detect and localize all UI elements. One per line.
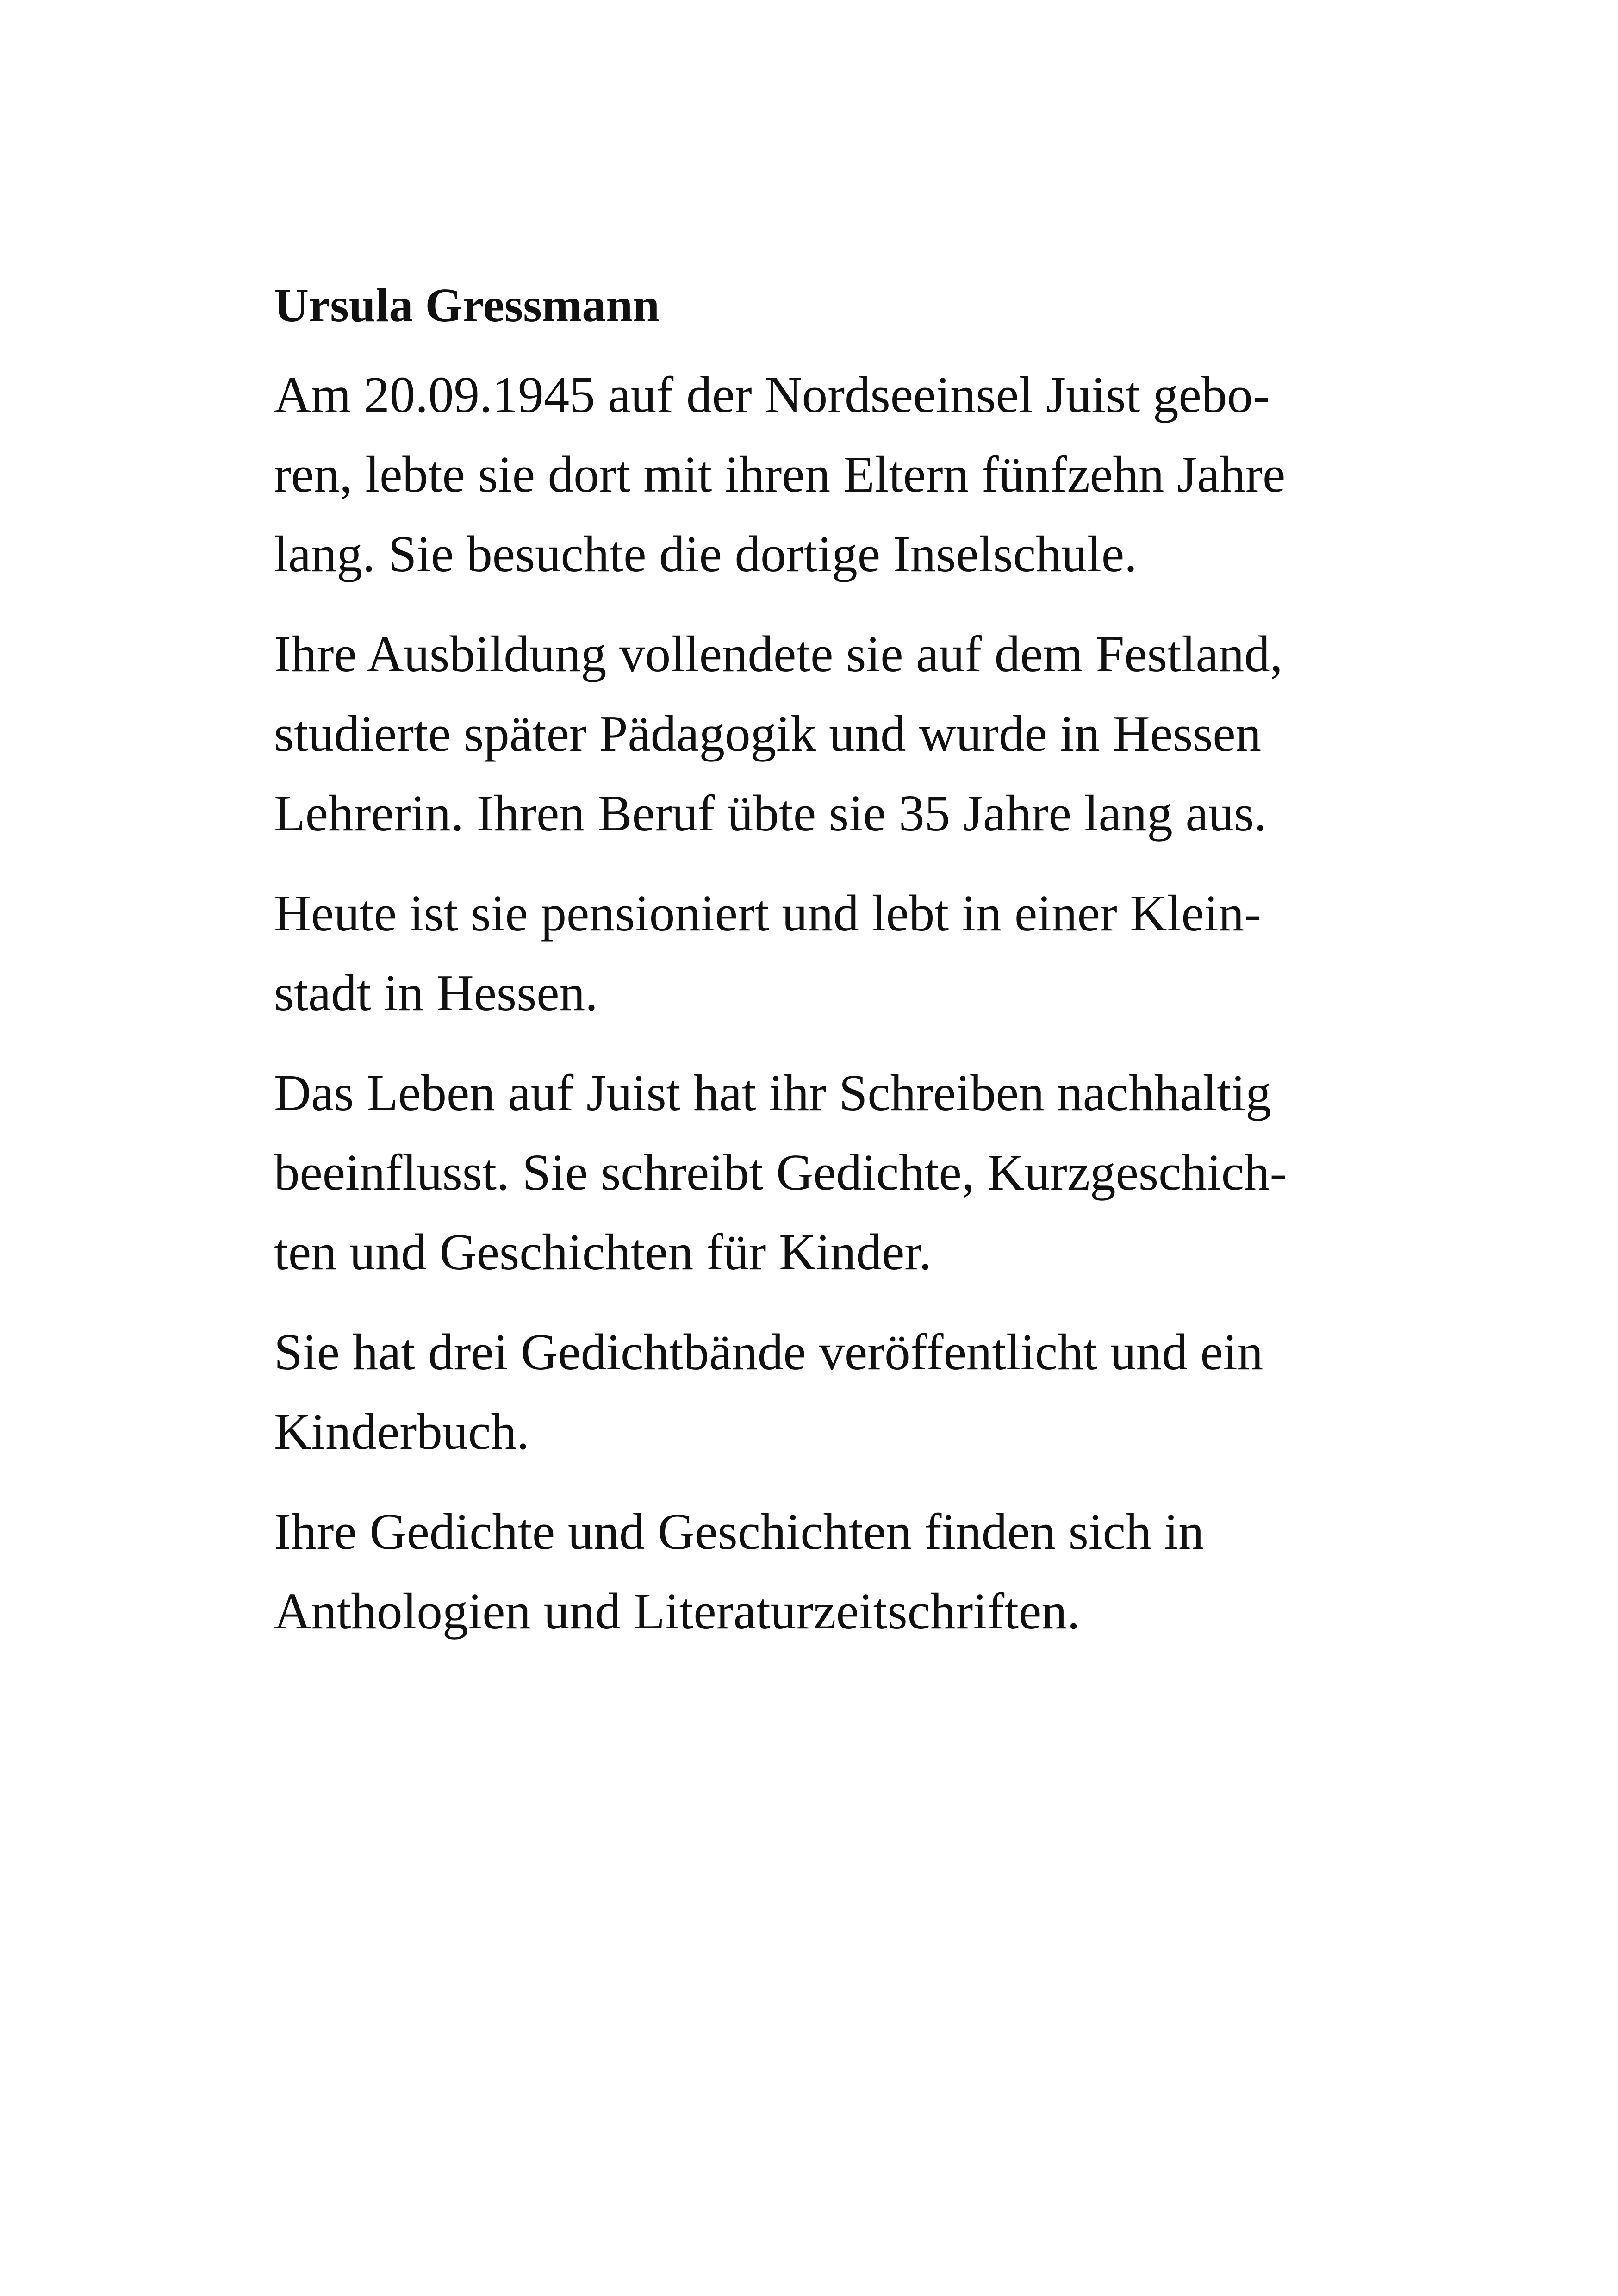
text-line: studierte später Pädagogik und wurde in Hessen [274,705,1262,762]
text-line: Sie hat drei Gedichtbände veröffentlicht und ein [274,1324,1263,1381]
paragraph-publications [274,1313,1352,1472]
text-line: Heute ist sie pensioniert und lebt in einer Klein- [274,885,1262,942]
text-line: lang. Sie besuchte die dortige Inselschule. [274,526,1137,583]
text-line: Lehrerin. Ihren Beruf übte sie 35 Jahre lang aus. [274,785,1267,842]
author-bio [274,268,1352,1672]
text-line: beeinflusst. Sie schreibt Gedichte, Kurzgeschich- [274,1144,1287,1201]
text-line: ten und Geschichten für Kinder. [274,1224,932,1281]
text-line: stadt in Hessen. [274,965,598,1022]
paragraph-writing [274,1054,1352,1292]
text-line: Kinderbuch. [274,1404,529,1460]
text-line: Das Leben auf Juist hat ihr Schreiben nachhaltig [274,1065,1271,1122]
text-line: Anthologien und Literaturzeitschriften. [274,1583,1080,1640]
paragraph-anthologies [274,1492,1352,1652]
text-line: Ihre Ausbildung vollendete sie auf dem Festland, [274,626,1283,683]
text-line: ren, lebte sie dort mit ihren Eltern fünfzehn Jahre [274,446,1286,503]
paragraph-education [274,615,1352,854]
text-line: Ihre Gedichte und Geschichten finden sich in [274,1504,1204,1560]
paragraph-retirement [274,874,1352,1033]
text-line: Am 20.09.1945 auf der Nordseeinsel Juist gebo- [274,367,1270,424]
author-name-heading: Ursula Gressmann [274,279,660,332]
paragraph-birth [274,356,1352,594]
